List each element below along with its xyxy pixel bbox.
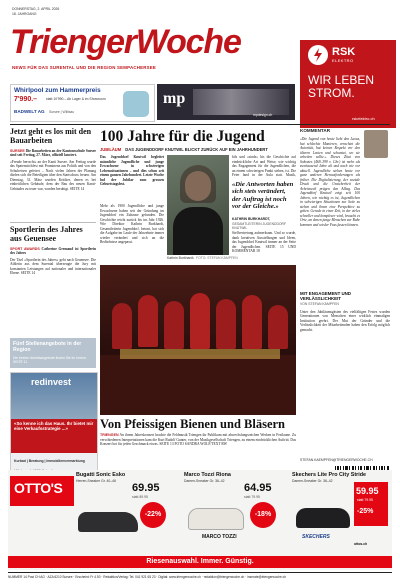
jobs-promo-sub: Die besten Arbeitsangebote finden Sie im Innern. SEITE 11 [13,356,87,365]
whirlpool-ad[interactable] [10,84,155,122]
product-2-discount: -18% [250,502,276,528]
lead-title: 100 Jahre für die Jugend [100,128,265,145]
portrait-credit: FOTO: STEFAN KÄMPFEN [196,256,238,260]
bottom-kicker: TRIENGEN [100,433,119,437]
product-2-brand: MARCO TOZZI [202,534,237,540]
lead-dek: DAS JUGENDDORF KNUTWIL BLICKT ZURÜCK AUF EIN JAHRHUNDERT [125,147,268,152]
lead-kicker: JUBILÄUM [100,147,122,152]
ottos-ad[interactable] [8,470,392,570]
comment-subhead: MIT ENGAGEMENT UND VERLÄSSLICHKEIT [300,291,351,302]
product-1-shoe [78,512,138,532]
whirlpool-title: Whirlpool zum Hammerpreis [14,87,101,94]
comment-column [300,128,390,468]
left-kicker-2: SPORT AWARDS [10,246,40,251]
rsk-logo-icon [308,45,328,65]
masthead-subtitle: NEWS FÜR DAS SURENTAL UND DIE REGION SEMPACHERSEE [12,65,156,70]
left-lead-2: Catherine Gremaud ist Sportlerin des Jahres [10,246,96,256]
redinvest-brand: redinvest [31,377,72,387]
footer-text: NUMMER 14 Post CH AG · AZA 6210 Sursee · Erscheint: Fr 4.50 · Redaktion/Verlag: Tel. 041 921 65 23 · Digital: www.triengerwoche.ch · redaktion@triengerwoche.ch · inserate@triengerwoche.ch [8,575,287,579]
lead-intro: Das Jugenddorf Knutwil begleitet männliche Jugendliche und junge Erwachsene in schwierigen Lebenssituationen – und dies schon seit einem ganzen Jahrhundert. Letzte Woche lud der Jubilar zum grossen Geburtstagsfest. [100,155,164,186]
rsk-slogan: WIR LEBEN STROM. [308,73,375,100]
product-1-discount: -22% [140,502,166,528]
whirlpool-tagline: Sursee | Willisau [49,110,75,114]
lead-quote-by: KATHRIN BURKHARDT, [232,217,271,221]
portrait-photo [167,155,229,255]
author-photo [364,130,388,158]
comment-label: KOMMENTAR [300,128,331,133]
comment-text-2: Unter den Jubiläumsgästen des vielfältigen Festes wurden Generationen von Menschen einer wirklich einmaligen Institution geehrt. Der Mut der Gründer und die Verlässlichkeit der Mitarbeitenden haben den Erfolg möglich gemacht. [300,309,390,332]
left-body-1: «Freude herrscht» an der Kanti Sursee. Am Freitag wurde das Spatenstichfest mit Prominenz aus Politik und von den Schulreisen gefeiert – Nach vielen Jahren der Planung dürfen sich die Beteiligten über den Startschuss freuen. Am Dienstag, 31. März wurden Kritiker, denen es bei einheitlichen Gebäude, dem der Bau des neuen Kanti-Gebäudes zu teuer war, wurden beruhigt. SEITE 14 [10,159,96,191]
product-2-was: statt 79.95 [244,495,260,499]
lead-quote: «Die Antworten haben sich stets verändert, der Auftrag ist noch vor der Gleiche.» [232,181,294,211]
portrait-caption: Kathrin Burkhardt. [167,256,195,260]
jobs-promo-title: Fünf Stellenangebote in der Region [13,341,82,353]
product-3-price-box [354,482,388,526]
product-3[interactable] [292,472,390,554]
whirlpool-brand: BADWELT AG [14,109,45,114]
bottom-title: Von Pfeissigen Bienen und Bläsern [100,417,285,431]
mp-ad[interactable] [157,84,295,120]
product-1-was: statt 89.95 [132,495,148,499]
ottos-banner: Riesenauswahl. Immer. Günstig. [8,556,392,568]
product-2-shoe [188,508,244,530]
product-3-desc: Damen-Sneaker Gr. 36–42 [292,479,333,483]
lead-body-c: Stellvertretung aufmerksam. Und so wurde, dank kreativen Ausstellungen und Ideen, das Jugenddorf Knutwil immer an der Seite der Jugendlichen. SEITE 15 UND KOMMENTAR 18 [232,231,296,253]
whirlpool-detail: statt 10'990.– Ab Lager & im Showroom [46,97,106,101]
ottos-url: ottos.ch [354,542,368,546]
product-3-brand: SKECHERS [302,534,330,540]
redinvest-footer: Kurbad | Beratung | Immobilienvermarktung [14,459,85,463]
rsk-ad[interactable] [300,40,396,128]
product-3-discount: -25% [357,508,374,515]
product-2-price: 64.95 [244,482,272,494]
whirlpool-price: 7'990.– [14,96,38,103]
product-1[interactable] [76,472,178,554]
comment-byline: VON STEFAN KÄMPFEN [300,302,339,307]
issue-date: DONNERSTAG, 2. APRIL 2026 [12,7,60,11]
product-3-name: Skechers Lite Pro City Stride [292,472,366,478]
masthead-title: TriengerWoche [10,23,241,61]
product-2-desc: Damen-Sneaker Gr. 36–42 [184,479,225,483]
product-1-price: 69.95 [132,482,160,494]
left-kicker-1: SURSEE [10,148,25,153]
product-2-name: Marco Tozzi Riona [184,472,231,478]
product-1-desc: Herren-Sneaker Gr. 40–46 [76,479,116,483]
lead-quote-role: GESAMTLEITERIN JUGENDDORF KNUTWIL [232,222,287,231]
issue-year: 18. JAHRGANG [12,12,37,16]
ottos-logo-box [10,476,74,506]
bottom-caption: STEFAN.KAEMPFEN@TRIENGERWOCHE.CH [300,458,373,462]
left-head-2: Sportlerin des Jahres aus Geuensee [10,225,83,243]
mp-photo [193,89,289,115]
bottom-body: An ihrem Jahreskonzert brachte die Feldmusik Triengen ihr Publikum mit abwechslungsreichen Werken in Festlaune. Zu verschiedenen Interpretationen kam die Kurt Rudolf Gunter, von der Musikgesellschaft Triengen, zu einem eindrücklichen Auftritt. Das Konzert bot für jeden Geschmack etwas. SEITE 13 FOTO SANDRA WOLF/TEXT RW [100,433,296,446]
comment-text: «Die Jugend von heute liebt den Luxus, hat schlechte Manieren, verachtet die Autorität, hat keinen Respekt vor den älteren Leuten und schwatzt, wo sie arbeiten sollte.» Dieses Zitat von Sokrates (469–399 v. Chr.) ist mehr als zweitausend Jahre alt und nach wie vor aktuell. Jugendliche stehen heute vor ganz anderen Herausforderungen als früher. Die Digitalisierung, der soziale Druck und die Unsicherheit der Arbeitswelt prägen den Alltag. Das Jugenddorf Knutwil zeigt seit 100 Jahren, wie wichtig es ist, Jugendlichen in schwierigen Situationen zur Seite zu stehen und ihnen eine Perspektive zu geben. Gerade in einer Zeit, in der vieles schneller und komplexer wird, braucht es Orte, an denen junge Menschen zur Ruhe kommen und wieder Fuss fassen können. [300,137,360,227]
rsk-url: rskelektro.ch [352,116,375,121]
left-lead-1: Die Bauarbeiten an der Kantonsschule Sursee sind seit Freitag, 27. März, offiziell lanciert. [10,148,97,158]
product-3-shoe [296,508,350,528]
product-3-was: statt 79.95 [357,498,373,502]
rsk-brand-sub: ELEKTRO [332,58,354,63]
jobs-promo[interactable] [10,338,96,368]
lead-body-b: bils und «sinds» bis die Geschichte auf eindrückliche Art und Weise, wie wichtig das Engagement für die Jugendlichen, die an einem schwierigen Punkt stehen, ist. Die Feier fand in der Aula statt. Musik, [232,155,296,177]
mp-logo: mp [163,90,186,107]
rsk-brand: RSK [332,46,356,58]
product-2[interactable] [184,472,286,554]
left-column [10,128,96,298]
lead-body-a: Mehr als 1900 Jugendliche und junge Erwachsene haben seit der Gründung im Jugenddorf ein Zuhause gefunden. Die Geschichte reicht zurück bis ins Jahr 1926. Wie Direktor Kathrin Burkhardt, Gesamtleiterin Jugenddorf, betont, hat sich die Aufgabe im Laufe der Jahrzehnte immer wieder verändert und sich an die Bedürfnisse angepasst. [100,204,164,244]
whirlpool-photo [123,91,149,117]
left-body-2: Der Titel «Sportlerin des Jahres» geht nach Geuensee. Die Athletin aus dem Surental überzeugte die Jury mit konstanten Leistungen auf nationaler und internationaler Ebene. SEITE 14 [10,257,96,276]
mp-url: mpdesign.ch [253,113,273,117]
product-3-price: 59.95 [356,486,379,496]
redinvest-headline: «So kenne ich das Haus. Ihr bietet mir eine Verkaufsstrategie ...» [14,421,94,432]
ottos-logo: OTTO'S [14,480,63,496]
product-1-name: Bugatti Sonic Esko [76,472,126,478]
redinvest-ad[interactable] [10,372,98,482]
band-photo [100,265,296,415]
left-head-1: Jetzt geht es los mit den Bauarbeiten [10,127,92,145]
